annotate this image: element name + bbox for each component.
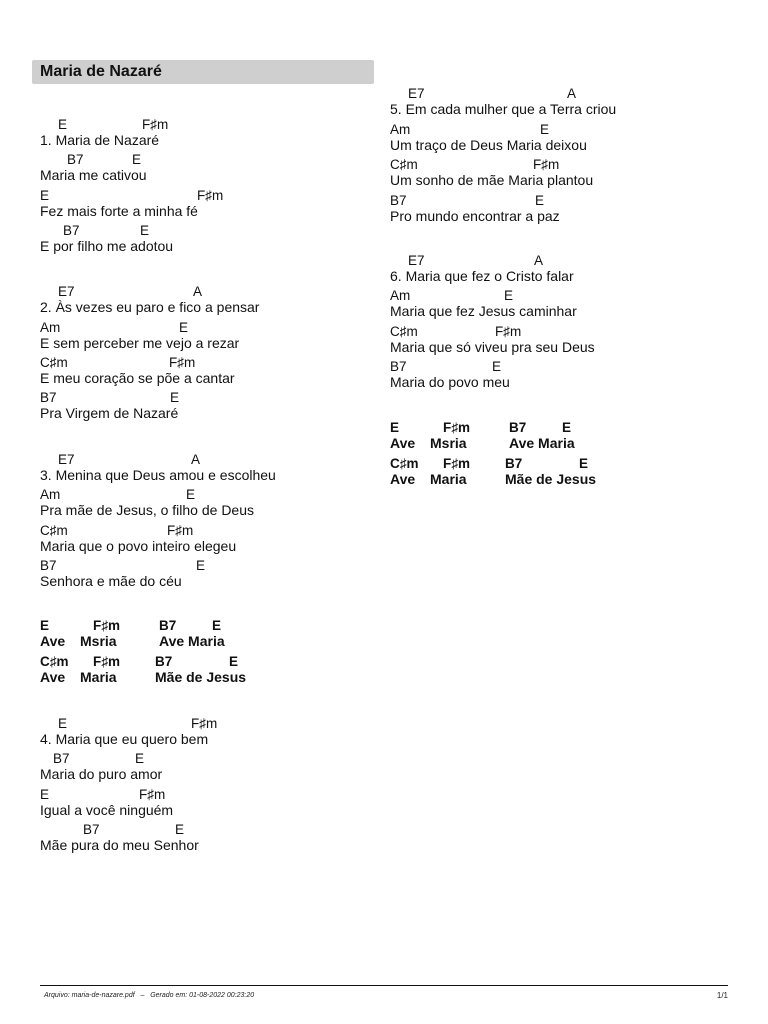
chord: E xyxy=(140,223,150,238)
chord: B7 xyxy=(40,390,57,405)
lyric-line: Pro mundo encontrar a paz xyxy=(390,208,560,224)
chord: E xyxy=(40,618,50,633)
lyric-line: Igual a você ninguém xyxy=(40,802,174,818)
chord: F♯m xyxy=(533,157,560,172)
lyric-line: 5. Em cada mulher que a Terra criou xyxy=(390,101,617,117)
chord: B7 xyxy=(40,558,57,573)
lyric-line: Um sonho de mãe Maria plantou xyxy=(390,172,594,188)
chord: E xyxy=(40,787,50,802)
chord: B7 xyxy=(53,751,70,766)
chord: Am xyxy=(40,320,61,335)
lyric-word: Ave xyxy=(40,669,66,685)
chord: E xyxy=(562,420,572,435)
chord: B7 xyxy=(390,359,407,374)
chord: Am xyxy=(390,122,411,137)
chord: F♯m xyxy=(139,787,166,802)
lyric-word: Ave Maria xyxy=(159,633,225,649)
page-number: 1/1 xyxy=(716,991,728,1000)
chord: E xyxy=(179,320,189,335)
chord: C♯m xyxy=(390,456,419,471)
chord: E xyxy=(579,456,589,471)
chord: F♯m xyxy=(142,117,169,132)
lyric-line: Mãe pura do meu Senhor xyxy=(40,837,199,853)
lyric-line: 4. Maria que eu quero bem xyxy=(40,731,209,747)
lyric-line: Pra Virgem de Nazaré xyxy=(40,405,179,421)
chord: F♯m xyxy=(443,456,470,471)
lyric-line: 2. Às vezes eu paro e fico a pensar xyxy=(40,299,260,315)
chord: F♯m xyxy=(93,654,120,669)
chord: B7 xyxy=(63,223,80,238)
chord: A xyxy=(191,452,201,467)
chord: E7 xyxy=(58,284,75,299)
song-title: Maria de Nazaré xyxy=(40,63,162,80)
chord: Am xyxy=(40,487,61,502)
chord: B7 xyxy=(155,654,173,669)
chord: E xyxy=(40,188,50,203)
chord: F♯m xyxy=(169,355,196,370)
lyric-line: Maria que fez Jesus caminhar xyxy=(390,303,577,319)
chord: F♯m xyxy=(191,716,218,731)
chord: A xyxy=(193,284,203,299)
lyric-word: Ave Maria xyxy=(509,435,575,451)
chord: B7 xyxy=(509,420,527,435)
chord: E7 xyxy=(408,253,425,268)
chord: B7 xyxy=(505,456,523,471)
chord: F♯m xyxy=(93,618,120,633)
lyric-word: Maria xyxy=(80,669,117,685)
chord: B7 xyxy=(159,618,177,633)
lyric-line: Um traço de Deus Maria deixou xyxy=(390,137,587,153)
lyric-word: Mãe de Jesus xyxy=(155,669,247,685)
lyric-line: Maria do puro amor xyxy=(40,766,163,782)
chord: E xyxy=(186,487,196,502)
lyric-word: Mãe de Jesus xyxy=(505,471,597,487)
lyric-line: Maria do povo meu xyxy=(390,374,510,390)
chord: E xyxy=(535,193,545,208)
lyric-line: Maria que só viveu pra seu Deus xyxy=(390,339,595,355)
chord: C♯m xyxy=(40,654,69,669)
lyric-line: E por filho me adotou xyxy=(40,238,174,254)
chord: E xyxy=(175,822,185,837)
chord: E xyxy=(504,288,514,303)
chord: C♯m xyxy=(390,324,418,339)
chord: B7 xyxy=(390,193,407,208)
chord: B7 xyxy=(83,822,100,837)
chord: C♯m xyxy=(390,157,418,172)
chord: E7 xyxy=(408,86,425,101)
lyric-line: E meu coração se põe a cantar xyxy=(40,370,235,386)
chord: E xyxy=(492,359,502,374)
chord: F♯m xyxy=(197,188,224,203)
chord: E xyxy=(170,390,180,405)
chord: F♯m xyxy=(443,420,470,435)
lyric-line: 6. Maria que fez o Cristo falar xyxy=(390,268,574,284)
chord: A xyxy=(534,253,544,268)
chord: Am xyxy=(390,288,411,303)
chord: E7 xyxy=(58,452,75,467)
chord: F♯m xyxy=(495,324,522,339)
title-bar xyxy=(32,60,374,84)
footer-file-info: Arquivo: maria-de-nazare.pdf – Gerado em: 01-08-2022 00:23:20 xyxy=(44,992,255,999)
chord: E xyxy=(390,420,400,435)
lyric-word: Msria xyxy=(80,633,117,649)
lyric-line: Pra mãe de Jesus, o filho de Deus xyxy=(40,502,255,518)
chord: E xyxy=(540,122,550,137)
chord: C♯m xyxy=(40,355,68,370)
lyric-line: E sem perceber me vejo a rezar xyxy=(40,335,240,351)
lyric-line: 1. Maria de Nazaré xyxy=(40,132,160,148)
lyric-line: Maria me cativou xyxy=(40,167,147,183)
chord: E xyxy=(196,558,206,573)
lyric-line: Senhora e mãe do céu xyxy=(40,573,182,589)
lyric-line: Fez mais forte a minha fé xyxy=(40,203,198,219)
lyric-line: 3. Menina que Deus amou e escolheu xyxy=(40,467,276,483)
chord: C♯m xyxy=(40,523,68,538)
chord: E xyxy=(229,654,239,669)
chord: E xyxy=(132,152,142,167)
chord: A xyxy=(567,86,577,101)
chord: F♯m xyxy=(167,523,194,538)
lyric-word: Ave xyxy=(390,471,416,487)
lyric-word: Ave xyxy=(40,633,66,649)
chord: E xyxy=(58,117,68,132)
lyric-word: Msria xyxy=(430,435,467,451)
chord: E xyxy=(212,618,222,633)
lyric-word: Maria xyxy=(430,471,467,487)
lyric-word: Ave xyxy=(390,435,416,451)
footer-divider xyxy=(40,985,728,986)
lyric-line: Maria que o povo inteiro elegeu xyxy=(40,538,237,554)
chord: E xyxy=(135,751,145,766)
chord: E xyxy=(58,716,68,731)
chord: B7 xyxy=(67,152,84,167)
